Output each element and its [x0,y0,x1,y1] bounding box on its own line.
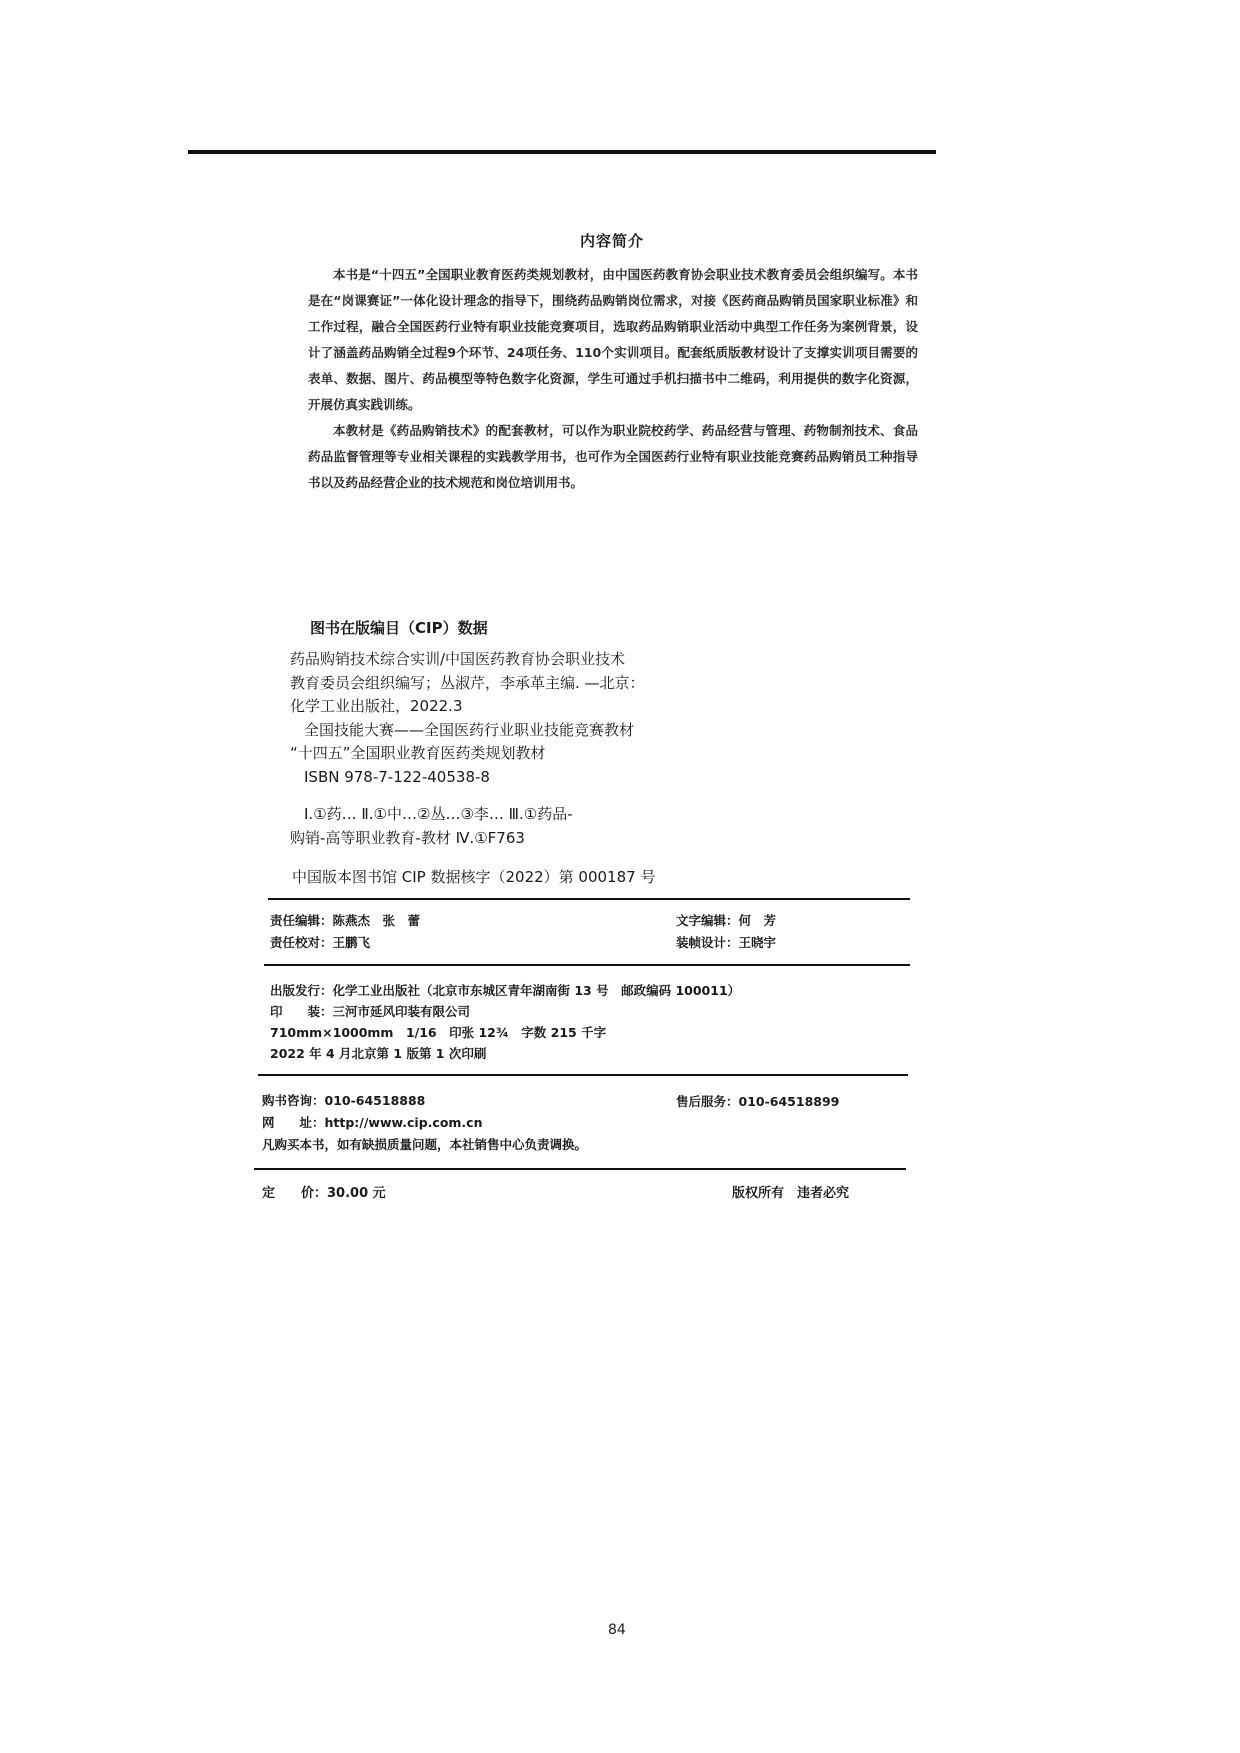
publication-info [270,980,740,1064]
after-sales-hotline: 售后服务：010-64518899 [676,1094,840,1109]
text-editor-name: 何 芳 [738,913,777,928]
top-rule [188,150,936,154]
divider [264,964,910,966]
summary-body [308,262,918,496]
designer-label: 装帧设计： [676,935,739,950]
edition-line: 2022 年 4 月北京第 1 版第 1 次印刷 [270,1046,487,1061]
editor-label: 责任编辑： [270,913,333,928]
copyright-notice: 版权所有 违者必究 [732,1186,850,1201]
divider [268,898,910,900]
cip-line: 教育委员会组织编写；丛淑芹，李承革主编. —北京： [290,673,645,692]
credits-right [676,910,776,954]
cip-data-number: 中国版本图书馆 CIP 数据核字（2022）第 000187 号 [292,868,656,886]
purchase-hotline: 购书咨询：010-64518888 [262,1093,426,1108]
summary-paragraph: 本书是“十四五”全国职业教育医药类规划教材，由中国医药教育协会职业技术教育委员会组织编写。本书是在“岗课赛证”一体化设计理念的指导下，围绕药品购销岗位需求，对接《医药商品购销员国家职业标准》和工作过程，融合全国医药行业特有职业技能竞赛项目，选取药品购销职业活动中典型工作任务为案例背景，设计了涵盖药品购销全过程9个环节、24项任务、110个实训项目。配套纸质版教材设计了支撑实训项目需要的表单、数据、图片、药品模型等特色数字化资源，学生可通过手机扫描书中二维码，利用提供的数字化资源，开展仿真实践训练。 [308,267,918,412]
publisher-line: 出版发行：化学工业出版社（北京市东城区青年湖南街 13 号 邮政编码 100011） [270,983,741,998]
cip-line: 化学工业出版社，2022.3 [290,697,463,715]
summary-title: 内容简介 [580,232,645,250]
credits-left [270,910,420,954]
notice-line: 凡购买本书，如有缺损质量问题，本社销售中心负责调换。 [262,1137,588,1152]
cip-classification: 购销-高等职业教育-教材 Ⅳ.①F763 [290,828,525,847]
cip-line: 药品购销技术综合实训/中国医药教育协会职业技术 [290,650,626,668]
cip-record [290,648,750,850]
page-number: 84 [608,1622,626,1638]
divider [254,1168,906,1170]
proofreader-label: 责任校对： [270,935,333,950]
designer-name: 王晓宇 [738,935,777,950]
cip-heading: 图书在版编目（CIP）数据 [310,619,488,637]
printer-line: 印 装：三河市延风印装有限公司 [270,1004,471,1019]
editor-names: 陈燕杰 张 蕾 [332,913,421,928]
cip-classification: Ⅰ.①药… Ⅱ.①中…②丛…③李… Ⅲ.①药品- [304,805,573,823]
cip-line: “十四五”全国职业教育医药类规划教材 [290,744,546,762]
cip-line: ISBN 978-7-122-40538-8 [304,767,490,786]
website-line: 网 址：http://www.cip.com.cn [262,1115,483,1130]
cip-line: 全国技能大赛——全国医药行业职业技能竞赛教材 [304,720,635,739]
proofreader-name: 王鹏飞 [332,935,371,950]
contact-info [262,1090,587,1156]
format-line: 710mm×1000mm 1/16 印张 12¾ 字数 215 千字 [270,1025,607,1040]
text-editor-label: 文字编辑： [676,913,739,928]
divider [258,1074,908,1076]
summary-paragraph: 本教材是《药品购销技术》的配套教材，可以作为职业院校药学、药品经营与管理、药物制剂技术、食品药品监督管理等专业相关课程的实践教学用书，也可作为全国医药行业特有职业技能竞赛药品购销员工种指导书以及药品经营企业的技术规范和岗位培训用书。 [308,423,918,490]
price: 定 价：30.00 元 [262,1186,386,1201]
